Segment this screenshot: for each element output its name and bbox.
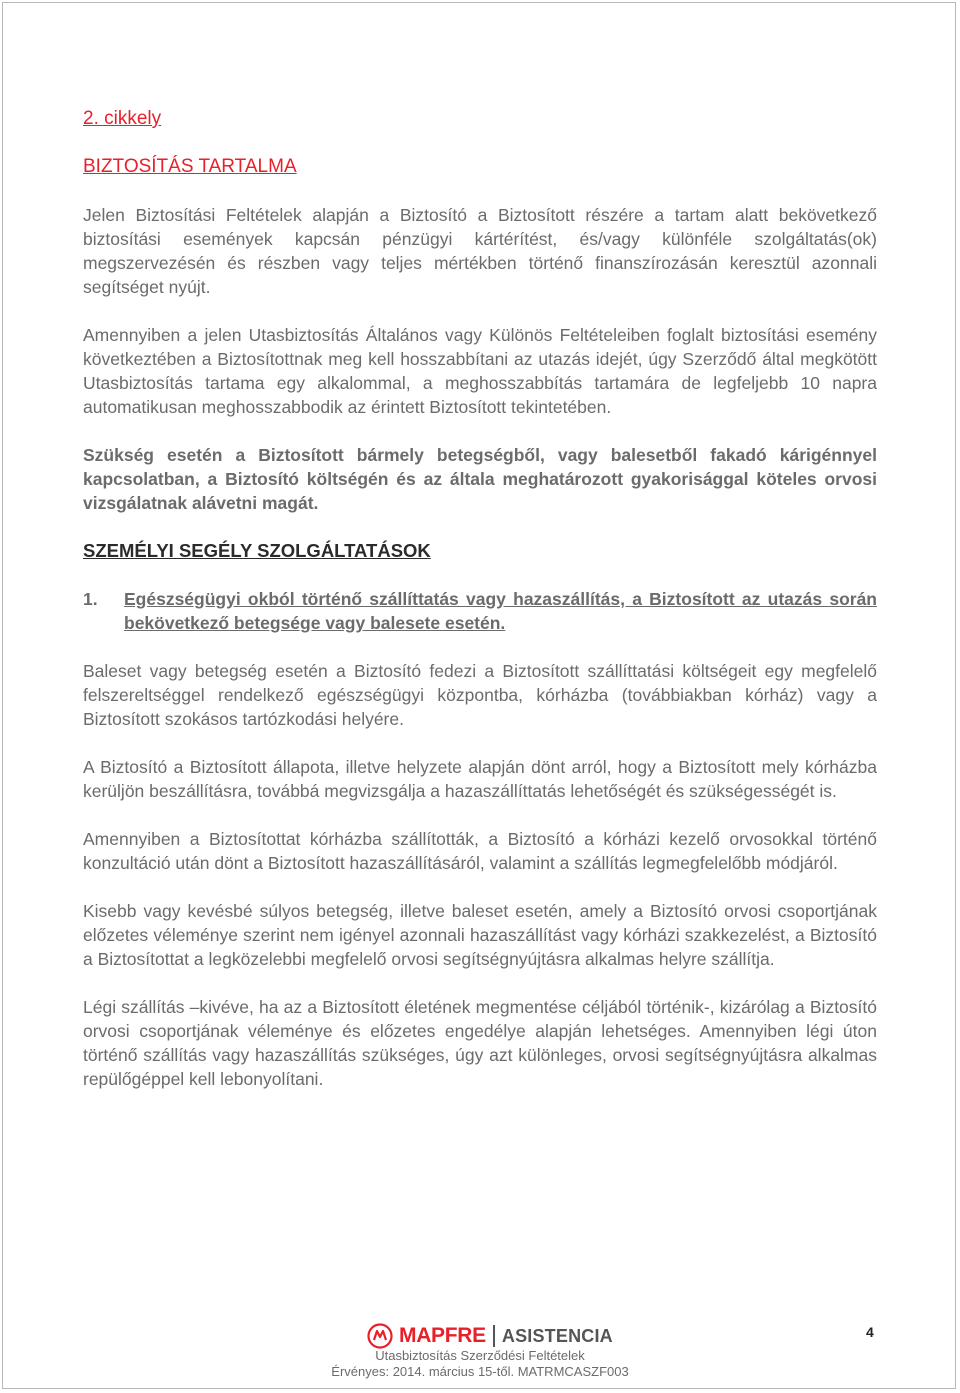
paragraph: Baleset vagy betegség esetén a Biztosító fedezi a Biztosított szállíttatási költségeit egy megfelelő felszereltséggel rendelkező egészségügyi központba, kórházba (továbbiakban kórház) vagy a Biztosított szokásos tartózkodási helyére. bbox=[83, 661, 877, 729]
section-title-personal-assistance: SZEMÉLYI SEGÉLY SZOLGÁLTATÁSOK bbox=[83, 540, 431, 561]
paragraph: Amennyiben a jelen Utasbiztosítás Általános vagy Különös Feltételeiben foglalt biztosítási esemény következtében a Biztosítottnak meg kell hosszabbítani az utazás idejét, úgy Szerződő által megkötött Utasbiztosítás tartama egy alkalommal, a meghosszabbítás tartamára de legfeljebb 10 napra automatikusan meghosszabbodik az érintett Biztosított tekintetében. bbox=[83, 325, 877, 417]
logo-sub-text: ASISTENCIA bbox=[501, 1326, 613, 1346]
mapfre-logo-icon bbox=[367, 1323, 393, 1349]
page-number: 4 bbox=[866, 1324, 874, 1340]
document-body bbox=[83, 107, 877, 1115]
bold-paragraph: Szükség esetén a Biztosított bármely betegségből, vagy balesetből fakadó kárigénnyel kapcsolatban, a Biztosító költségén és az általa meghatározott gyakorisággal köteles orvosi vizsgálatnak alávetni magát. bbox=[83, 445, 877, 513]
paragraph: Amennyiben a Biztosítottat kórházba szállították, a Biztosító a kórházi kezelő orvosokkal történő konzultáció után dönt a Biztosított hazaszállításáról, valamint a szállítás legmegfelelőbb módjáról. bbox=[83, 829, 877, 873]
paragraph: Jelen Biztosítási Feltételek alapján a Biztosító a Biztosított részére a tartam alatt bekövetkező biztosítási események kapcsán pénzügyi kártérítést, és/vagy különféle szolgáltatás(ok) megszervezésén és részben vagy teljes mértékben történő finanszírozásán keresztül azonnali segítséget nyújt. bbox=[83, 205, 877, 297]
paragraph: A Biztosító a Biztosított állapota, illetve helyzete alapján dönt arról, hogy a Biztosított mely kórházba kerüljön beszállításra, továbbá megvizsgálja a hazaszállíttatás lehetőségét és szükségességét is. bbox=[83, 757, 877, 801]
mapfre-logo bbox=[367, 1322, 613, 1350]
numbered-item-1 bbox=[83, 587, 877, 635]
paragraph: Légi szállítás –kivéve, ha az a Biztosított életének megmentése céljából történik-, kizárólag a Biztosító orvosi csoportjának véleménye és előzetes engedélye alapján lehetséges. Amennyiben légi úton történő szállítás vagy hazaszállítás szükséges, úgy azt különleges, orvosi segítségnyújtásra alkalmas repülőgéppel kell lebonyolítani. bbox=[83, 997, 877, 1089]
article-label: 2. cikkely bbox=[83, 108, 162, 129]
footer-validity: Érvényes: 2014. március 15-től. MATRMCASZF003 bbox=[331, 1364, 629, 1379]
item-number: 1. bbox=[83, 589, 98, 609]
paragraph: Kisebb vagy kevésbé súlyos betegség, illetve baleset esetén, amely a Biztosító orvosi csoportjának előzetes véleménye szerint nem igényel azonnali hazaszállítást vagy kórházi szakkezelést, a Biztosító a Biztosítottat a legközelebbi megfelelő orvosi segítségnyújtásra alkalmas helyre szállítja. bbox=[83, 901, 877, 969]
logo-brand-text: MAPFRE bbox=[399, 1324, 486, 1347]
item-title: Egészségügyi okból történő szállíttatás vagy hazaszállítás, a Biztosított az utazás során bekövetkező betegsége vagy balesete esetén. bbox=[124, 589, 877, 633]
section-title-insurance-content: BIZTOSÍTÁS TARTALMA bbox=[83, 156, 297, 177]
footer-title: Utasbiztosítás Szerződési Feltételek bbox=[375, 1348, 585, 1363]
logo-divider bbox=[493, 1325, 495, 1347]
